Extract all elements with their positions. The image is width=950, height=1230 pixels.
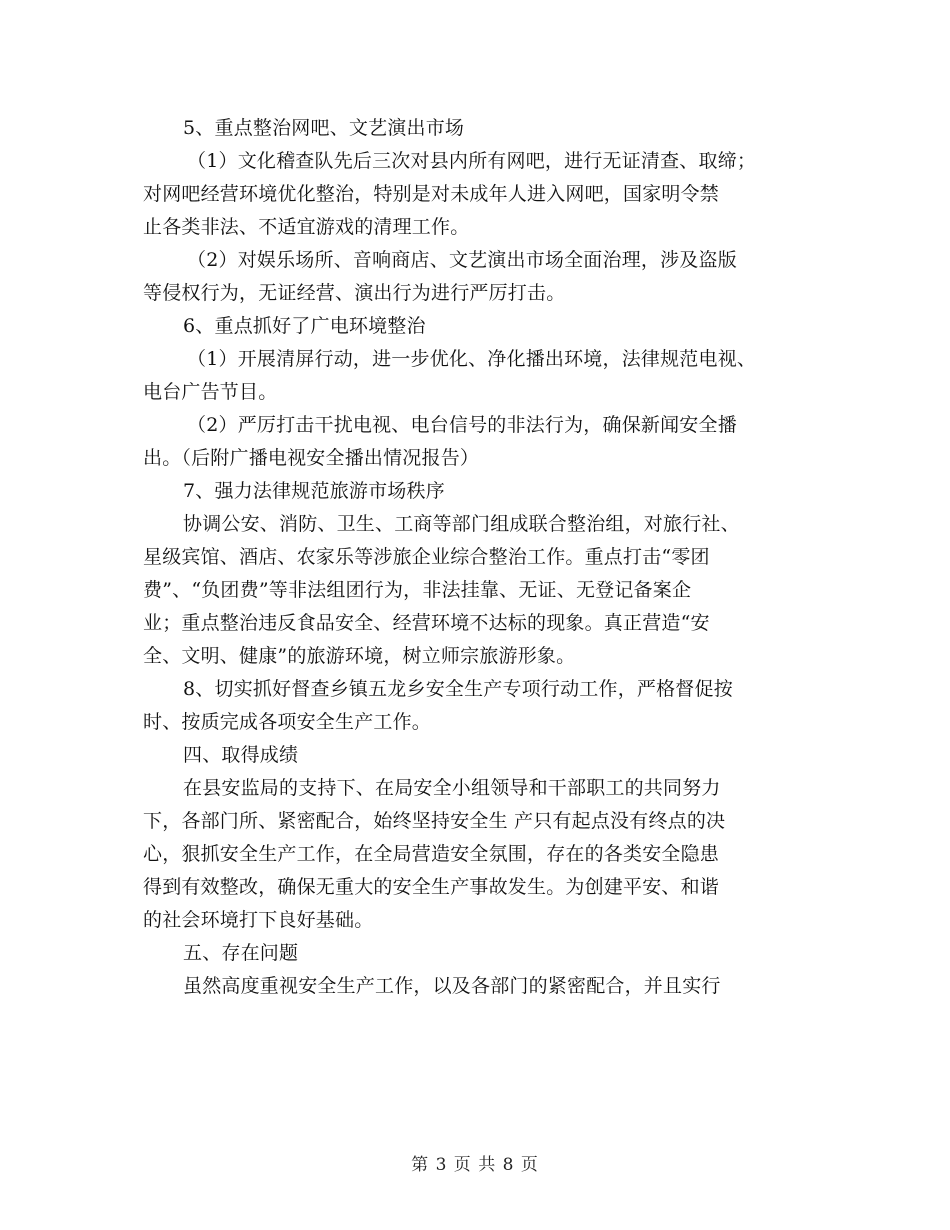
text-line: 四、取得成绩 [183, 744, 299, 766]
document-body [143, 112, 823, 1003]
text-line: （2）严厉打击干扰电视、电台信号的非法行为，确保新闻安全播 [187, 414, 737, 436]
text-line: 五、存在问题 [183, 942, 299, 964]
text-line: 等侵权行为，无证经营、演出行为进行严厉打击。 [143, 282, 566, 304]
text-line: 时、按质完成各项安全生产工作。 [143, 711, 432, 733]
text-line: 费”、“负团费”等非法组团行为，非法挂靠、无证、无登记备案企 [143, 579, 692, 601]
text-line: （1）开展清屏行动，进一步优化、净化播出环境，法律规范电视、 [187, 348, 757, 370]
text-line: 全、文明、健康”的旅游环境，树立师宗旅游形象。 [143, 645, 576, 667]
text-line: 5、重点整治网吧、文艺演出市场 [183, 117, 465, 139]
text-line: 协调公安、消防、卫生、工商等部门组成联合整治组，对旅行社、 [183, 513, 740, 535]
text-line: 虽然高度重视安全生产工作，以及各部门的紧密配合，并且实行 [183, 975, 721, 997]
text-line: （1）文化稽查队先后三次对县内所有网吧，进行无证清查、取缔； [187, 150, 757, 172]
text-line: 6、重点抓好了广电环境整治 [183, 315, 426, 337]
text-line: 出。（后附广播电视安全播出情况报告） [143, 447, 480, 469]
text-line: 心，狠抓安全生产工作，在全局营造安全氛围，存在的各类安全隐患 [143, 843, 720, 865]
text-line: 得到有效整改，确保无重大的安全生产事故发生。为创建平安、和谐 [143, 876, 720, 898]
text-line: 对网吧经营环境优化整治，特别是对未成年人进入网吧，国家明令禁 [143, 183, 720, 205]
text-line: 的社会环境打下良好基础。 [143, 909, 374, 931]
text-line: 星级宾馆、酒店、农家乐等涉旅企业综合整治工作。重点打击“零团 [143, 546, 710, 568]
text-line: 下，各部门所、紧密配合，始终坚持安全生 产只有起点没有终点的决 [143, 810, 726, 832]
text-line: 在县安监局的支持下、在局安全小组领导和干部职工的共同努力 [183, 777, 721, 799]
text-line: （2）对娱乐场所、音响商店、文艺演出市场全面治理，涉及盗版 [187, 249, 737, 271]
page-number-footer: 第 3 页 共 8 页 [411, 1155, 539, 1175]
text-line: 止各类非法、不适宜游戏的清理工作。 [143, 216, 470, 238]
text-line: 7、强力法律规范旅游市场秩序 [183, 480, 445, 502]
text-line: 业；重点整治违反食品安全、经营环境不达标的现象。真正营造“安 [143, 612, 710, 634]
text-line: 8、切实抓好督查乡镇五龙乡安全生产专项行动工作，严格督促按 [183, 678, 733, 700]
text-line: 电台广告节目。 [143, 381, 278, 403]
